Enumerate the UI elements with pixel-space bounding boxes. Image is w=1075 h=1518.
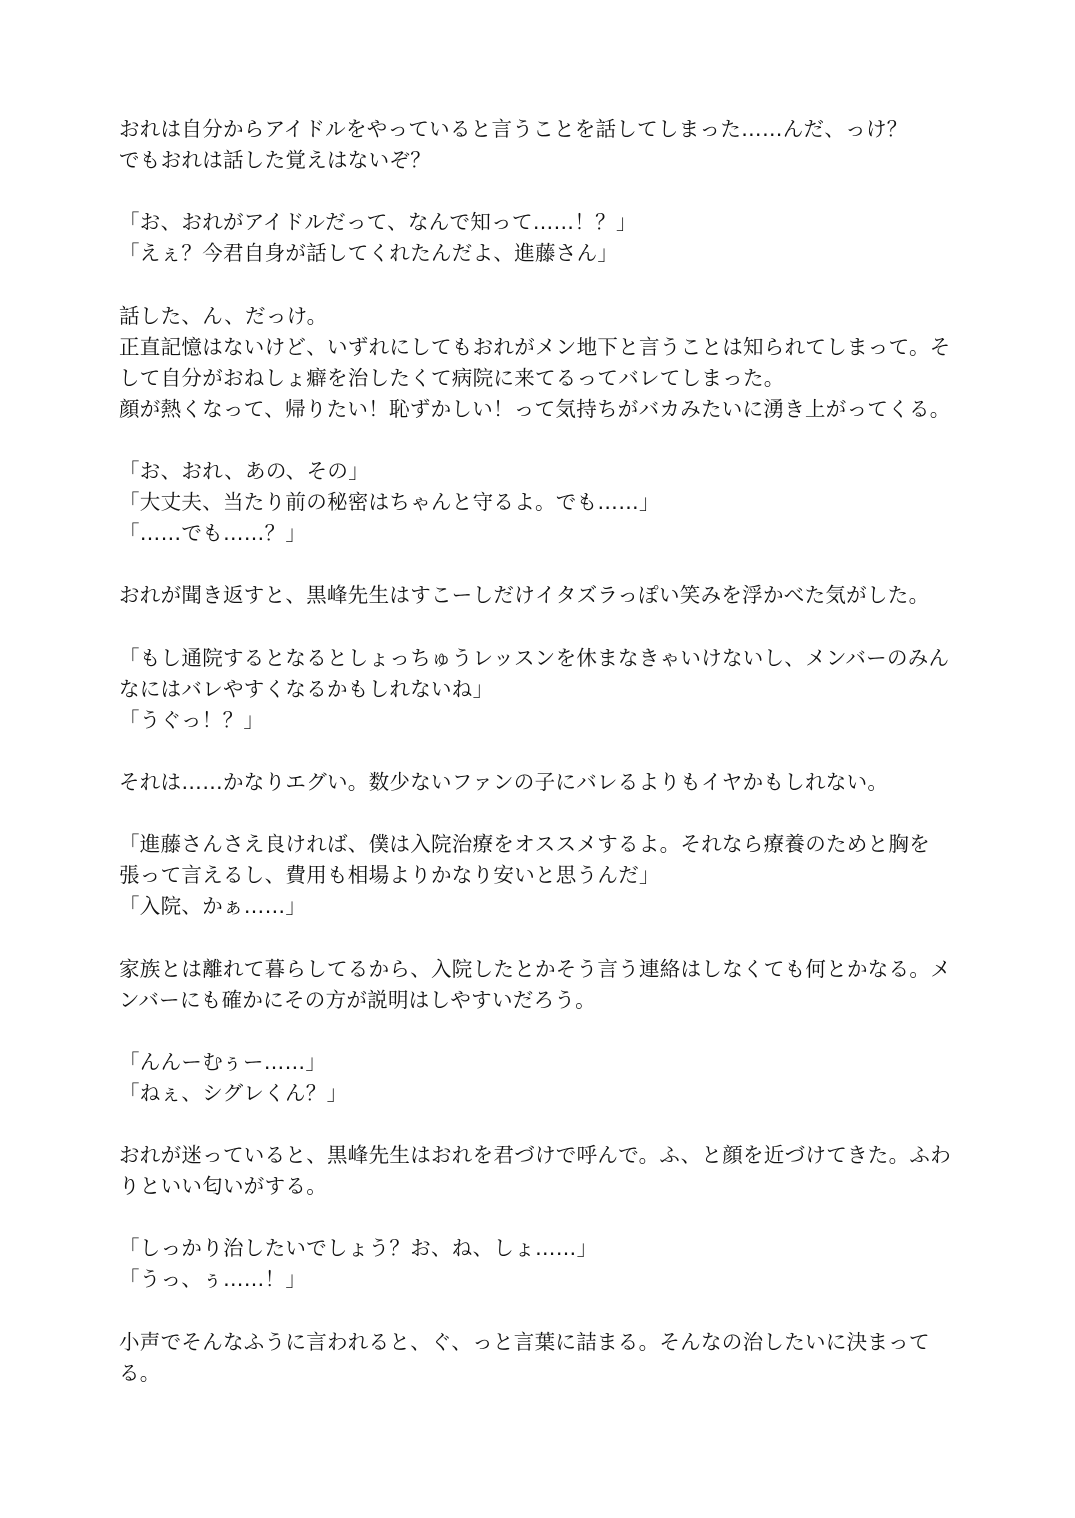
text-line: る。 [119, 1360, 161, 1385]
text-line: 「お、おれがアイドルだって、なんで知って……！？」 [119, 210, 637, 235]
text-line: 話した、ん、だっけ。 [119, 303, 328, 328]
text-line: それは……かなりエグい。数少ないファンの子にバレるよりもイヤかもしれない。 [119, 769, 889, 794]
text-line: 正直記憶はないけど、いずれにしてもおれがメン地下と言うことは知られてしまって。そ [119, 334, 951, 359]
paragraph-gap [119, 1202, 954, 1233]
text-line: 「進藤さんさえ良ければ、僕は入院治療をオススメするよ。それなら療養のためと胸を [119, 832, 930, 857]
text-line: 「……でも……？」 [119, 521, 307, 546]
paragraph-gap [119, 269, 954, 300]
text-line: 家族とは離れて暮らしてるから、入院したとかそう言う連絡はしなくても何とかなる。メ [119, 956, 951, 981]
paragraph-gap [119, 736, 954, 767]
paragraph-gap [119, 176, 954, 207]
text-line: 「うぐっ！？」 [119, 707, 265, 732]
text-line: 「大丈夫、当たり前の秘密はちゃんと守るよ。でも……」 [119, 490, 660, 515]
paragraph-gap [119, 922, 954, 953]
text-line: して自分がおねしょ癖を治したくて病院に来てるってバレてしまった。 [119, 365, 785, 390]
paragraph-gap [119, 1109, 954, 1140]
text-line: 「うっ、ぅ……！」 [119, 1267, 307, 1292]
paragraph-gap [119, 549, 954, 580]
text-line: 「しっかり治したいでしょう？お、ね、しょ……」 [119, 1236, 598, 1261]
paragraph-gap [119, 798, 954, 829]
paragraph-gap [119, 1016, 954, 1047]
text-line: 「ねぇ、シグレくん？」 [119, 1080, 348, 1105]
text-line: 張って言えるし、費用も相場よりかなり安いと思うんだ」 [119, 863, 660, 888]
text-line: ンバーにも確かにその方が説明はしやすいだろう。 [119, 987, 596, 1012]
text-line: おれは自分からアイドルをやっていると言うことを話してしまった……んだ、っけ？ [119, 117, 908, 141]
paragraph-gap [119, 425, 954, 456]
text-line: 「入院、かぁ……」 [119, 894, 307, 919]
text-line: 顔が熱くなって、帰りたい！恥ずかしい！って気持ちがバカみたいに湧き上がってくる。 [119, 396, 951, 421]
text-line: なにはバレやすくなるかもしれないね」 [119, 676, 494, 701]
text-line: 「えぇ？今君自身が話してくれたんだよ、進藤さん」 [119, 241, 619, 266]
text-line: おれが聞き返すと、黒峰先生はすこーしだけイタズラっぽい笑みを浮かべた気がした。 [119, 583, 930, 608]
paragraph-gap [119, 1296, 954, 1327]
text-line: りといい匂いがする。 [119, 1174, 327, 1199]
body-text [119, 114, 954, 1389]
text-line: 小声でそんなふうに言われると、ぐ、っと言葉に詰まる。そんなの治したいに決まって [119, 1329, 930, 1354]
paragraph-gap [119, 612, 954, 643]
text-line: 「もし通院するとなるとしょっちゅうレッスンを休まなきゃいけないし、メンバーのみん [119, 645, 950, 670]
text-line: でもおれは話した覚えはないぞ？ [119, 148, 431, 173]
text-line: おれが迷っていると、黒峰先生はおれを君づけで呼んで。ふ、と顔を近づけてきた。ふわ [119, 1143, 951, 1168]
text-line: 「んんーむぅー……」 [119, 1049, 327, 1074]
text-line: 「お、おれ、あの、その」 [119, 459, 370, 484]
